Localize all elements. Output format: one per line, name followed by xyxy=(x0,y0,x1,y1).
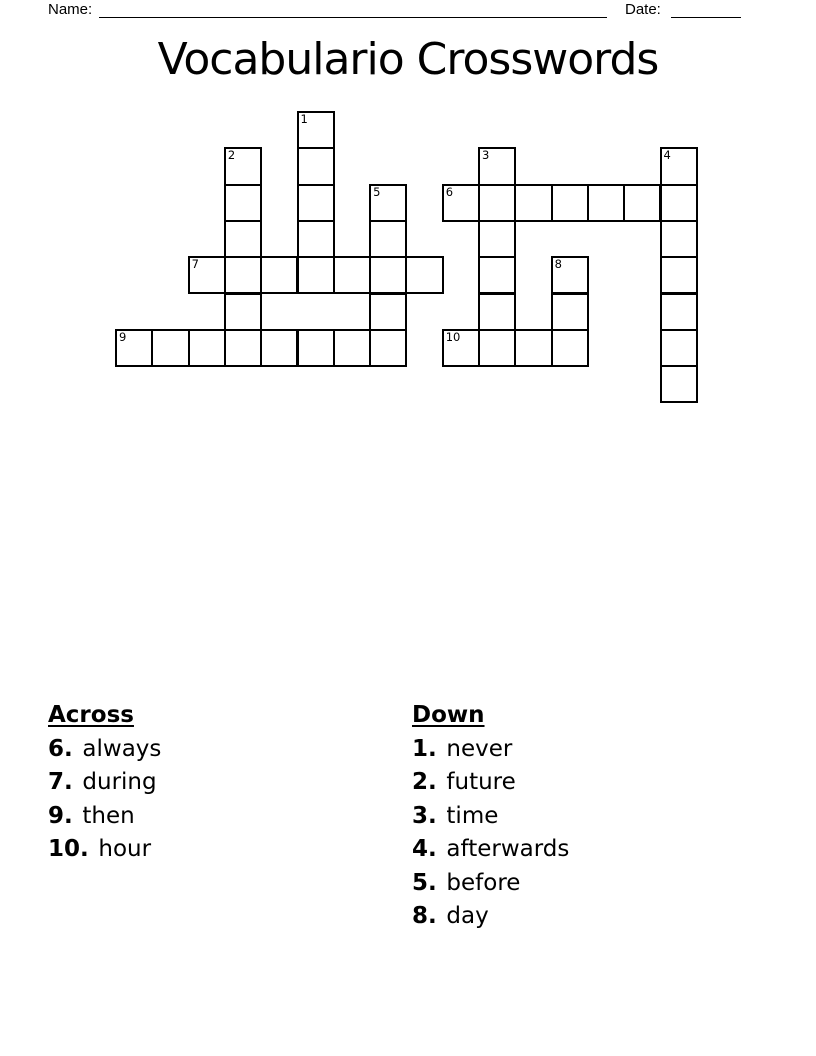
grid-cell[interactable] xyxy=(297,329,335,367)
grid-cell[interactable] xyxy=(224,293,262,331)
grid-cell[interactable] xyxy=(660,365,698,403)
grid-cell[interactable] xyxy=(478,256,516,294)
clue-number: 3. xyxy=(412,802,437,829)
cell-number: 5 xyxy=(373,184,381,199)
grid-cell[interactable] xyxy=(297,147,335,185)
clue-number: 4. xyxy=(412,836,437,862)
cell-number: 3 xyxy=(482,148,490,163)
clue-text: during xyxy=(82,769,157,795)
down-clue-1 xyxy=(412,733,569,767)
clue-text: always xyxy=(82,735,162,762)
grid-cell[interactable] xyxy=(224,256,262,294)
down-clue-2 xyxy=(412,766,569,800)
grid-cell[interactable] xyxy=(369,329,407,367)
across-clue-6 xyxy=(48,733,161,767)
clue-text: hour xyxy=(98,836,152,862)
clue-text: time xyxy=(446,802,499,829)
clue-number: 1. xyxy=(412,735,437,762)
down-clue-5 xyxy=(412,867,569,901)
clue-text: never xyxy=(446,735,513,762)
cell-number: 10 xyxy=(445,329,461,344)
down-clue-8 xyxy=(412,900,569,934)
grid-cell[interactable] xyxy=(551,256,589,294)
crossword-grid xyxy=(115,111,698,404)
clue-text: day xyxy=(446,903,489,929)
grid-cell[interactable] xyxy=(297,111,335,149)
grid-cell[interactable] xyxy=(369,184,407,222)
grid-cell[interactable] xyxy=(514,329,552,367)
grid-cell[interactable] xyxy=(224,329,262,367)
grid-cell[interactable] xyxy=(297,220,335,258)
name-label: Name: xyxy=(48,1,93,18)
grid-cell[interactable] xyxy=(297,184,335,222)
grid-cell[interactable] xyxy=(478,147,516,185)
grid-cell[interactable] xyxy=(514,184,552,222)
grid-cell[interactable] xyxy=(260,329,298,367)
grid-cell[interactable] xyxy=(224,220,262,258)
grid-cell[interactable] xyxy=(478,220,516,258)
clue-number: 5. xyxy=(412,869,437,896)
clue-number: 7. xyxy=(48,769,73,795)
grid-cell[interactable] xyxy=(115,329,153,367)
grid-cell[interactable] xyxy=(551,184,589,222)
cell-number: 9 xyxy=(119,329,127,344)
across-clue-9 xyxy=(48,800,161,834)
name-fill-line[interactable] xyxy=(99,1,607,18)
grid-cell[interactable] xyxy=(333,256,371,294)
down-clue-list xyxy=(412,733,569,934)
grid-cell[interactable] xyxy=(623,184,661,222)
grid-cell[interactable] xyxy=(660,220,698,258)
grid-cell[interactable] xyxy=(478,184,516,222)
across-clue-list xyxy=(48,733,161,867)
grid-cell[interactable] xyxy=(551,293,589,331)
grid-cell[interactable] xyxy=(260,256,298,294)
grid-cell[interactable] xyxy=(405,256,443,294)
clue-text: before xyxy=(446,869,521,896)
page-title: Vocabulario Crosswords xyxy=(157,34,659,85)
clue-number: 8. xyxy=(412,903,437,929)
down-clue-3 xyxy=(412,800,569,834)
cell-number: 8 xyxy=(554,257,562,272)
grid-cell[interactable] xyxy=(660,147,698,185)
grid-cell[interactable] xyxy=(224,147,262,185)
cell-number: 6 xyxy=(445,184,454,199)
grid-cell[interactable] xyxy=(551,329,589,367)
cell-number: 4 xyxy=(663,148,671,163)
grid-cell[interactable] xyxy=(333,329,371,367)
grid-cell[interactable] xyxy=(660,329,698,367)
grid-cell[interactable] xyxy=(188,329,226,367)
grid-cell[interactable] xyxy=(660,184,698,222)
date-fill-line[interactable] xyxy=(671,1,741,18)
grid-cell[interactable] xyxy=(369,256,407,294)
cell-number: 1 xyxy=(300,112,308,126)
across-clues-section xyxy=(48,699,161,867)
grid-cell[interactable] xyxy=(224,184,262,222)
clue-number: 2. xyxy=(412,769,437,795)
grid-cell[interactable] xyxy=(188,256,226,294)
grid-cell[interactable] xyxy=(442,329,480,367)
down-clue-4 xyxy=(412,833,569,867)
clue-number: 10. xyxy=(48,836,89,862)
across-clue-10 xyxy=(48,833,161,867)
grid-cell[interactable] xyxy=(151,329,189,367)
grid-cell[interactable] xyxy=(478,329,516,367)
down-clues-section xyxy=(412,699,569,934)
across-clue-7 xyxy=(48,766,161,800)
grid-cell[interactable] xyxy=(297,256,335,294)
grid-cell[interactable] xyxy=(478,293,516,331)
grid-cell[interactable] xyxy=(660,293,698,331)
grid-cell[interactable] xyxy=(369,293,407,331)
clue-number: 9. xyxy=(48,802,73,829)
grid-cell[interactable] xyxy=(369,220,407,258)
clue-number: 6. xyxy=(48,735,73,762)
down-heading: Down xyxy=(412,702,485,728)
cell-number: 7 xyxy=(191,257,199,272)
clue-text: then xyxy=(82,802,135,829)
clue-text: afterwards xyxy=(446,836,570,862)
grid-cell[interactable] xyxy=(587,184,625,222)
grid-cell[interactable] xyxy=(660,256,698,294)
date-label: Date: xyxy=(625,1,661,18)
clue-text: future xyxy=(446,769,516,795)
cell-number: 2 xyxy=(227,148,236,163)
across-heading: Across xyxy=(48,702,134,728)
grid-cell[interactable] xyxy=(442,184,480,222)
